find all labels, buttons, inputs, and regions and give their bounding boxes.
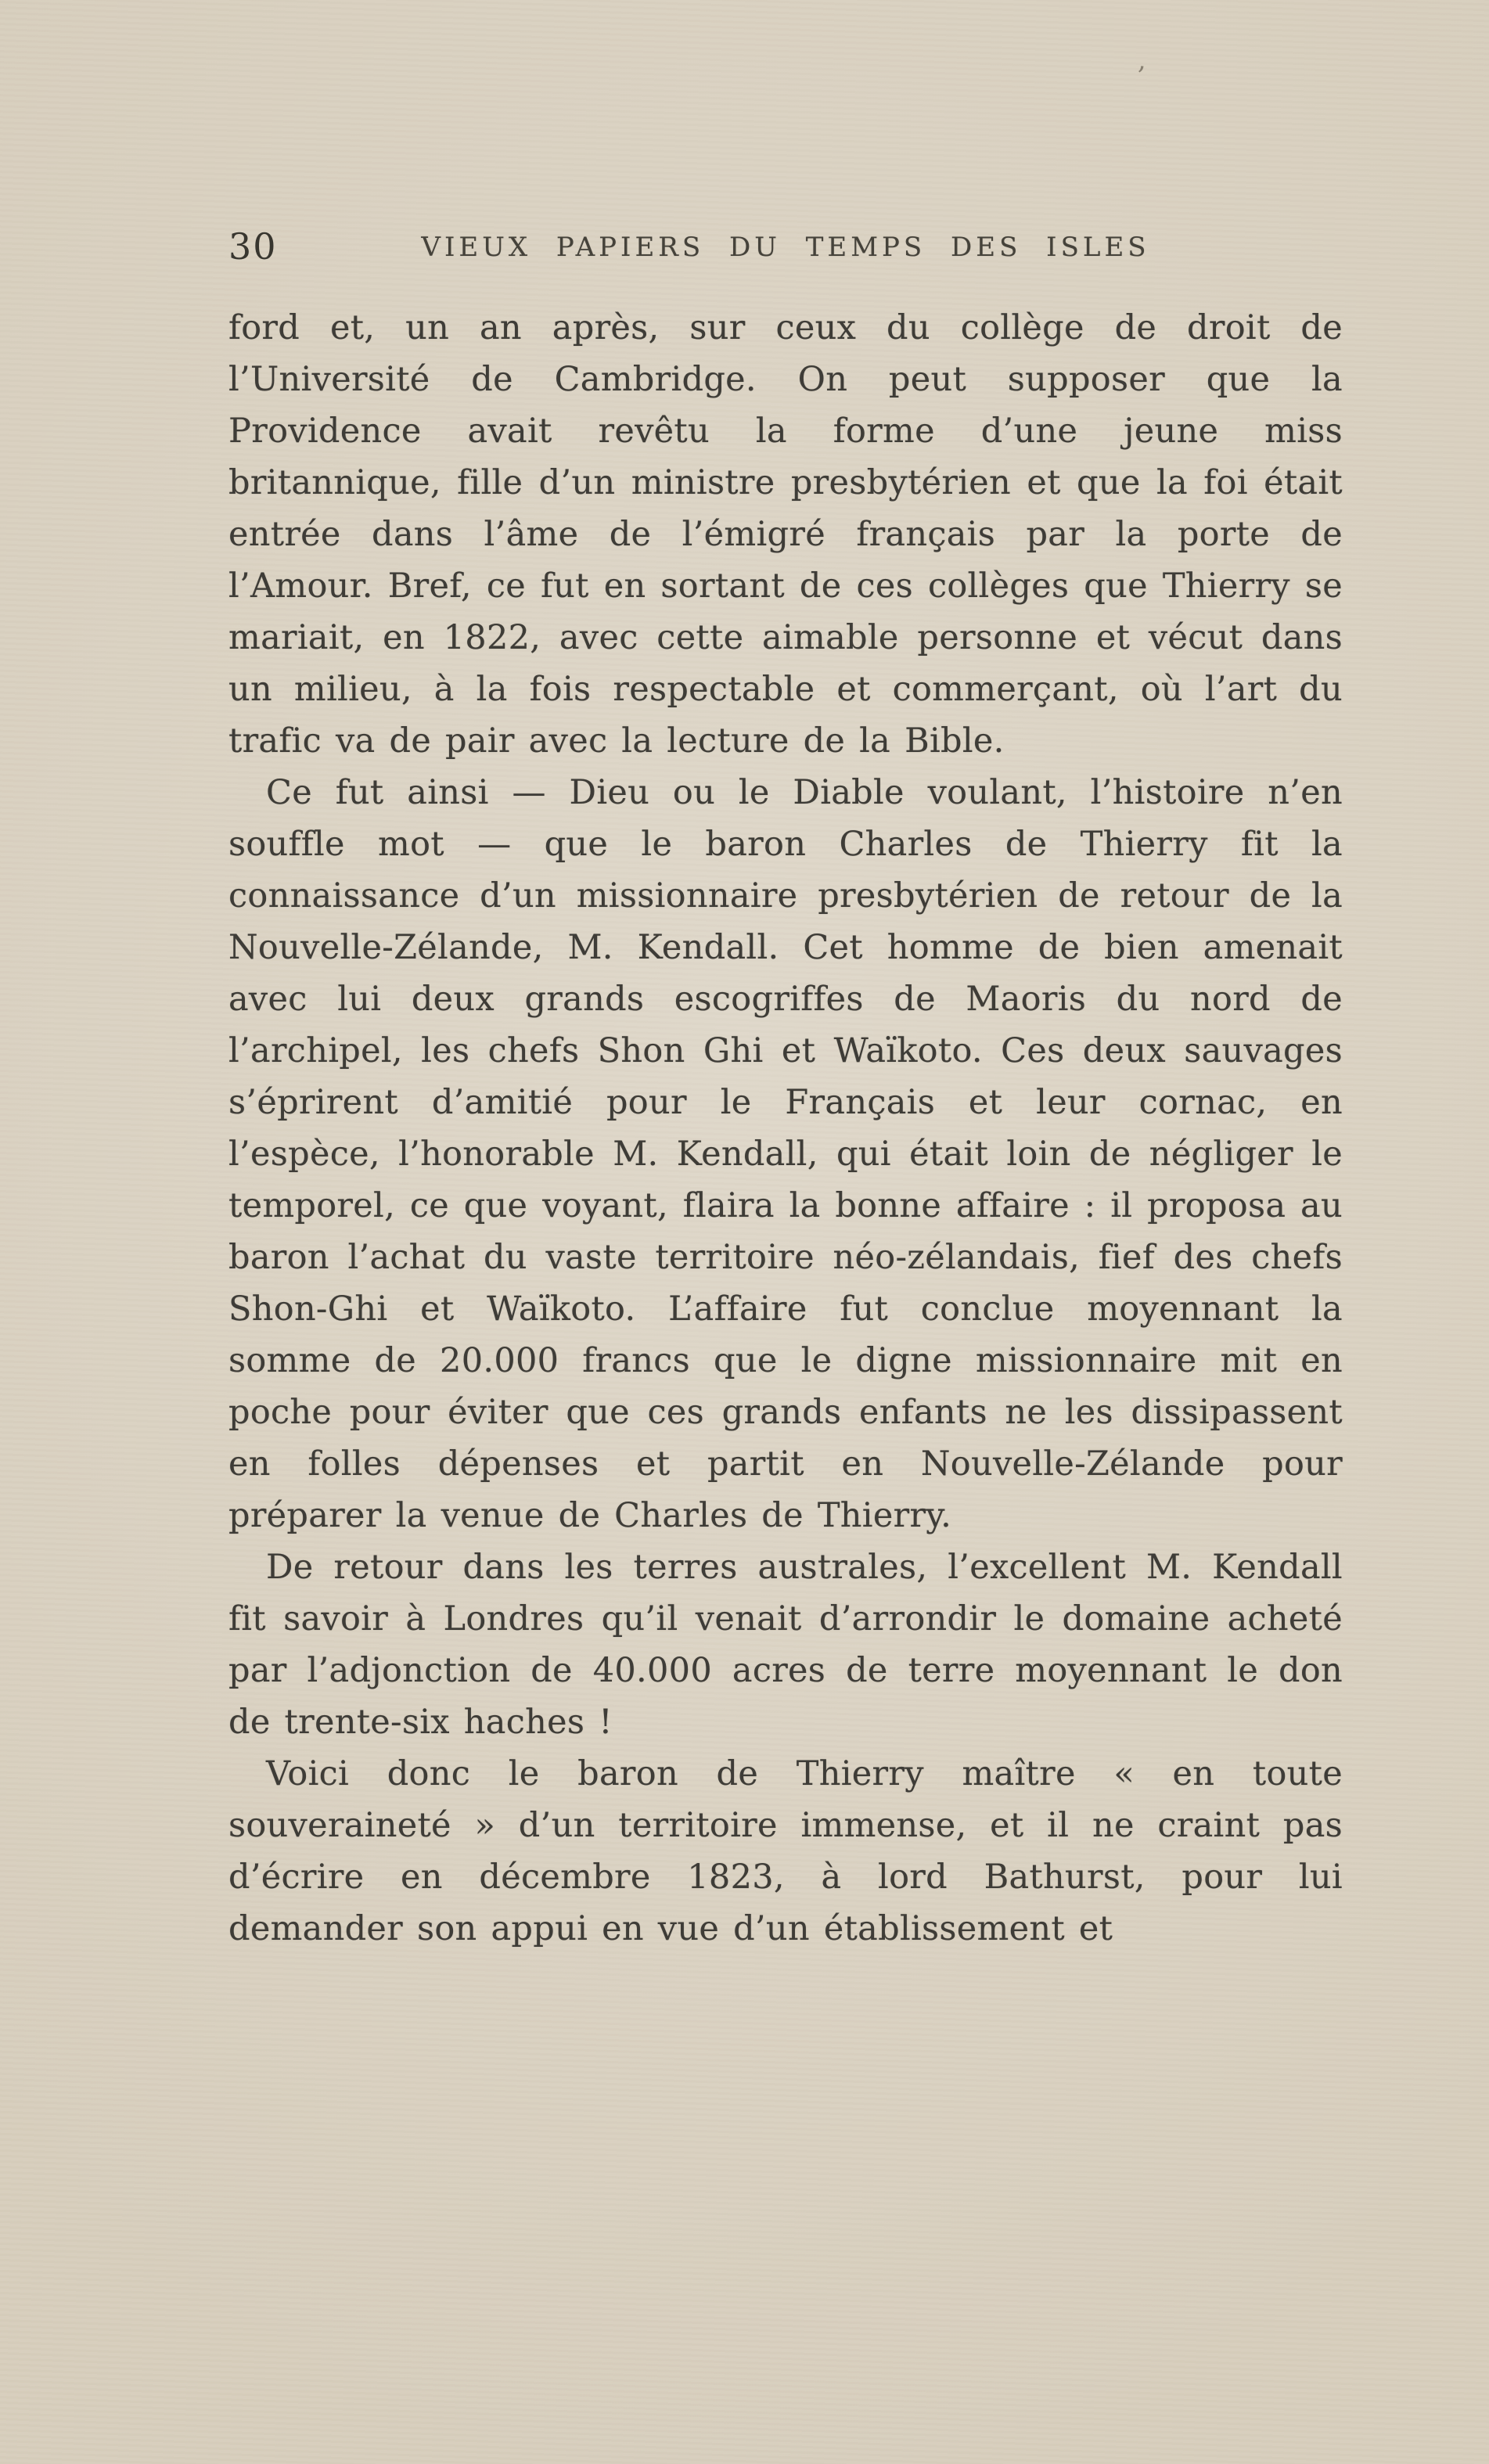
scan-speck-artifact: ’ <box>1134 60 1146 93</box>
running-title: VIEUX PAPIERS DU TEMPS DES ISLES <box>421 232 1150 263</box>
page-number: 30 <box>228 225 278 268</box>
paragraph: De retour dans les terres australes, l’excellent M. Kendall fit savoir à Londres qu’il venait d’arrondir le domaine acheté par l’adjonction de 40.000 acres de terre moyennant le don de trente-six haches ! <box>228 1548 1343 1742</box>
paragraph: Ce fut ainsi — Dieu ou le Diable voulant, l’histoire n’en souffle mot — que le baron Charles de Thierry fit la connaissance d’un missionnaire presbytérien de retour de la Nouvelle-Zélande, M. Kendall. Cet homme de bien amenait avec lui deux grands escogriffes de Maoris du nord de l’archipel, les chefs Shon Ghi et Waïkoto. Ces deux sauvages s’éprirent d’amitié pour le Français et leur cornac, en l’espèce, l’honorable M. Kendall, qui était loin de négliger le temporel, ce que voyant, flaira la bonne affaire : il proposa au baron l’achat du vaste territoire néo-zélandais, fief des chefs Shon-Ghi et Waïkoto. L’affaire fut conclue moyennant la somme de 20.000 francs que le digne missionnaire mit en poche pour éviter que ces grands enfants ne les dissipassent en folles dépenses et partit en Nouvelle-Zélande pour préparer la venue de Charles de Thierry. <box>228 773 1343 1535</box>
paragraph: Voici donc le baron de Thierry maître « en toute souveraineté » d’un territoire immense, et il ne craint pas d’écrire en décembre 1823, à lord Bathurst, pour lui demander son appui en vue d’un établissement et <box>228 1754 1343 1948</box>
text-block <box>228 225 1343 1955</box>
paragraph: ford et, un an après, sur ceux du collège de droit de l’Université de Cambridge. On peut supposer que la Providence avait revêtu la forme d’une jeune miss britannique, fille d’un ministre presbytérien et que la foi était entrée dans l’âme de l’émigré français par la porte de l’Amour. Bref, ce fut en sortant de ces collèges que Thierry se mariait, en 1822, avec cette aimable personne et vécut dans un milieu, à la fois respectable et commerçant, où l’art du trafic va de pair avec la lecture de la Bible. <box>228 308 1343 761</box>
body-text <box>228 302 1343 1955</box>
page-header <box>228 225 1343 280</box>
